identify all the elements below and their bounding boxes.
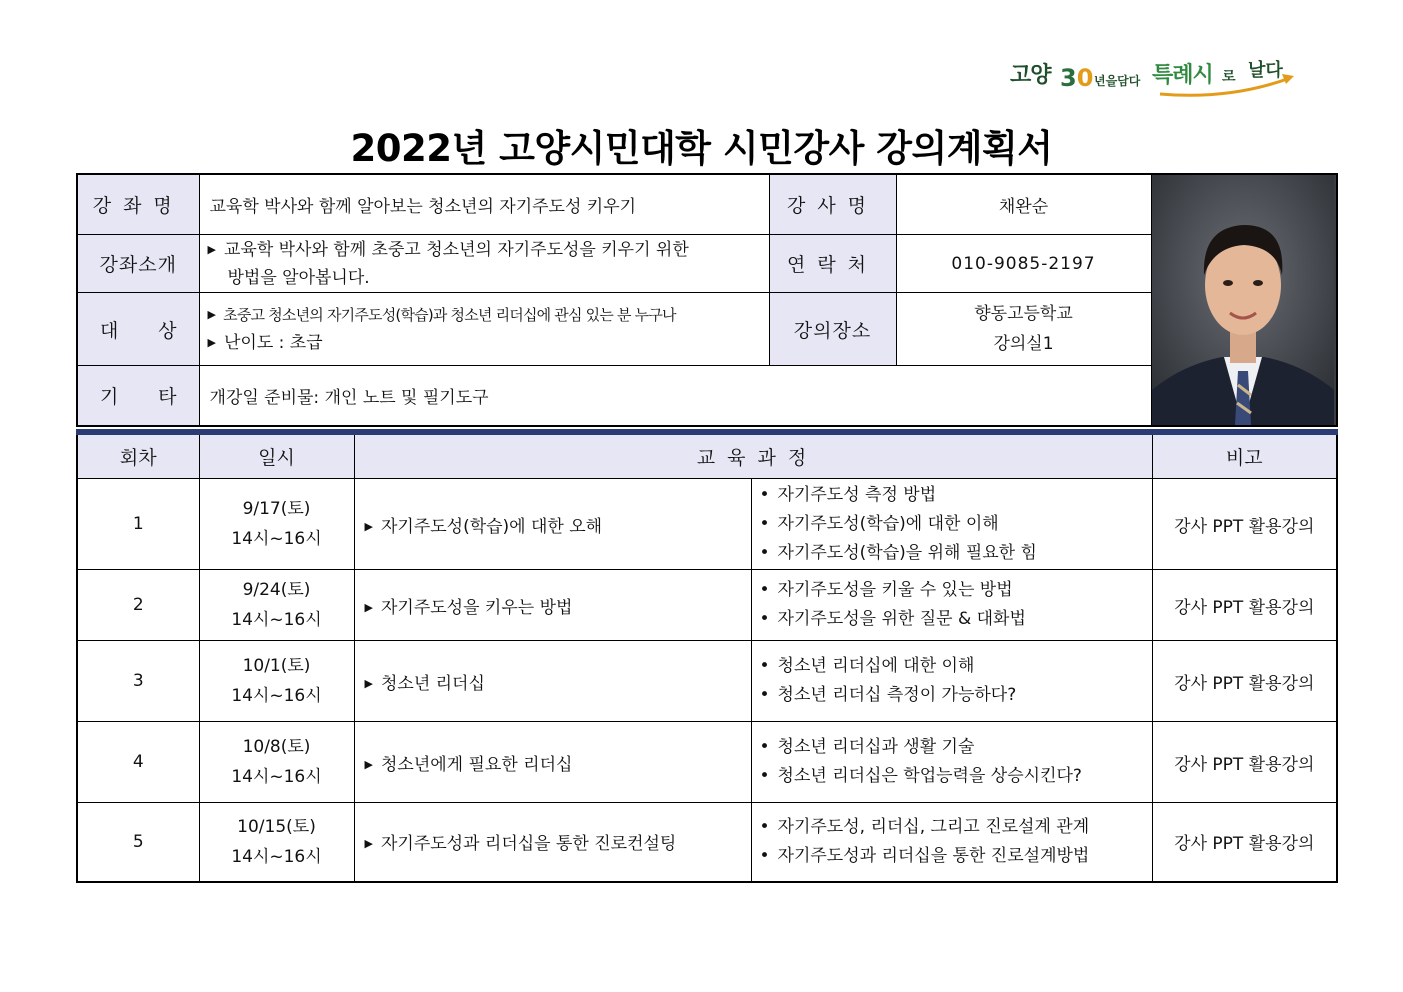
bullet-dot-icon: • [759,816,770,837]
session-date: 9/24(토) [242,580,311,600]
target-line [208,329,769,357]
header-note: 비고 [1152,432,1337,479]
session-topic-text: 자기주도성(학습)에 대한 오해 [380,516,603,537]
bullet-dot-icon: • [759,513,770,534]
session-number: 5 [77,803,199,882]
venue-line-1: 향동고등학교 [974,304,1073,325]
target-label-b: 상 [158,319,177,342]
triangle-bullet-icon: ▶ [364,757,373,771]
schedule-row [77,570,1337,641]
venue-line-2: 강의실1 [993,334,1054,355]
target-label [77,293,199,366]
city-logo [1010,50,1310,105]
detail-item [760,605,1152,634]
etc-label-b: 타 [158,385,177,408]
session-topic [354,570,751,641]
triangle-bullet-icon: ▶ [207,242,216,256]
logo-text-ro: 로 [1222,69,1236,85]
bullet-dot-icon: • [759,580,770,600]
bullet-dot-icon: • [759,845,770,866]
schedule-row [77,722,1337,803]
header-session: 회차 [77,432,199,479]
session-topic-text: 청소년 리더십 [380,673,485,694]
logo-text-goyang: 고양 [1010,63,1051,88]
session-topic [354,479,751,570]
target-label-a: 대 [100,319,119,342]
detail-item [760,481,1152,510]
session-date: 10/15(토) [237,816,316,837]
session-details [751,722,1152,803]
session-date: 10/8(토) [242,737,311,757]
triangle-bullet-icon: ▶ [364,519,373,533]
detail-item [760,681,1152,710]
intro-line-1: 교육학 박사와 함께 초중고 청소년의 자기주도성을 키우기 위한 [223,239,689,260]
course-name-value: 교육학 박사와 함께 알아보는 청소년의 자기주도성 키우기 [199,174,769,234]
session-datetime [199,641,354,722]
target-line-2: 난이도 : 초급 [223,333,323,354]
session-number: 3 [77,641,199,722]
detail-item [760,733,1152,762]
detail-text: 청소년 리더십은 학업능력을 상승시킨다? [777,766,1082,786]
course-info-table [76,173,1338,427]
venue-label: 강의장소 [769,293,896,366]
detail-item [760,510,1152,539]
session-details [751,479,1152,570]
etc-value: 개강일 준비물: 개인 노트 및 필기도구 [199,365,1151,426]
session-datetime [199,479,354,570]
bullet-dot-icon: • [759,609,770,629]
triangle-bullet-icon: ▶ [364,837,373,851]
etc-label [77,365,199,426]
session-date: 9/17(토) [242,499,311,519]
schedule-row [77,641,1337,722]
logo-number [1060,64,1093,92]
session-number: 4 [77,722,199,803]
course-intro-row [77,234,1337,292]
bullet-dot-icon: • [759,656,770,676]
course-intro-value [199,234,769,292]
target-value [199,293,769,366]
schedule-table [76,429,1338,883]
bullet-dot-icon: • [759,542,770,563]
intro-line [208,236,769,264]
detail-item [760,576,1152,605]
course-intro-label: 강좌소개 [77,234,199,292]
logo-text-year: 년을담다 [1094,74,1141,88]
session-number: 2 [77,570,199,641]
detail-item [760,762,1152,791]
detail-text: 청소년 리더십 측정이 가능하다? [777,685,1017,705]
detail-text: 청소년 리더십에 대한 이해 [777,656,975,676]
schedule-body [77,479,1337,882]
instructor-label: 강사명 [769,174,896,234]
triangle-bullet-icon: ▶ [364,600,373,614]
session-time: 14시~16시 [231,686,322,706]
triangle-bullet-icon: ▶ [207,308,216,322]
course-name-label: 강좌명 [77,174,199,234]
page-title: 2022년 고양시민대학 시민강사 강의계획서 [350,127,1053,170]
instructor-photo-cell [1151,174,1337,426]
bullet-dot-icon: • [759,484,770,505]
header-curriculum: 교 육 과 정 [354,432,1152,479]
session-time: 14시~16시 [231,846,322,867]
session-note: 강사 PPT 활용강의 [1152,803,1337,882]
target-line-1: 초중고 청소년의 자기주도성(학습)과 청소년 리더십에 관심 있는 분 누구나 [223,306,676,325]
schedule-header-row [77,432,1337,479]
logo-text-special-city: 특례시 [1152,63,1213,88]
bullet-dot-icon: • [759,766,770,786]
venue-value [896,293,1151,366]
session-time: 14시~16시 [231,529,322,549]
etc-row [77,365,1337,426]
target-row [77,293,1337,366]
session-note: 강사 PPT 활용강의 [1152,479,1337,570]
session-details [751,641,1152,722]
session-note: 강사 PPT 활용강의 [1152,570,1337,641]
session-topic [354,641,751,722]
session-details [751,570,1152,641]
schedule-row [77,803,1337,882]
detail-item [760,842,1152,871]
session-number: 1 [77,479,199,570]
session-topic-text: 자기주도성과 리더십을 통한 진로컨설팅 [380,834,677,855]
session-date: 10/1(토) [242,656,311,676]
detail-text: 자기주도성(학습)을 위해 필요한 힘 [777,542,1037,563]
triangle-bullet-icon: ▶ [364,676,373,690]
session-time: 14시~16시 [231,767,322,787]
instructor-value: 채완순 [896,174,1151,234]
logo-text-fly: 날다 [1248,60,1283,81]
session-topic-text: 청소년에게 필요한 리더십 [380,754,573,775]
detail-item [760,652,1152,681]
session-note: 강사 PPT 활용강의 [1152,641,1337,722]
target-line [208,301,769,329]
detail-text: 자기주도성을 키울 수 있는 방법 [777,580,1013,600]
detail-text: 자기주도성과 리더십을 통한 진로설계방법 [777,845,1090,866]
logo-number-zero: 0 [1076,64,1094,92]
schedule-row [77,479,1337,570]
bullet-dot-icon: • [759,685,770,705]
session-details [751,803,1152,882]
session-time: 14시~16시 [231,610,322,630]
logo-number-three: 3 [1060,64,1077,92]
triangle-bullet-icon: ▶ [207,336,216,350]
session-topic [354,722,751,803]
detail-text: 청소년 리더십과 생활 기술 [777,737,975,757]
detail-text: 자기주도성(학습)에 대한 이해 [777,513,999,534]
course-name-row [77,174,1337,234]
session-topic [354,803,751,882]
session-note: 강사 PPT 활용강의 [1152,722,1337,803]
session-datetime [199,722,354,803]
header-datetime: 일시 [199,432,354,479]
etc-label-a: 기 [100,385,119,408]
intro-line-2: 방법을 알아봅니다. [227,267,370,288]
detail-item [760,539,1152,568]
instructor-photo [1152,175,1334,425]
session-datetime [199,803,354,882]
session-datetime [199,570,354,641]
detail-text: 자기주도성을 위한 질문 & 대화법 [777,609,1026,629]
detail-item [760,813,1152,842]
contact-label: 연락처 [769,234,896,292]
detail-text: 자기주도성 측정 방법 [777,484,937,505]
session-topic-text: 자기주도성을 키우는 방법 [380,597,573,618]
bullet-dot-icon: • [759,737,770,757]
contact-value: 010-9085-2197 [896,234,1151,292]
detail-text: 자기주도성, 리더십, 그리고 진로설계 관계 [777,816,1090,837]
